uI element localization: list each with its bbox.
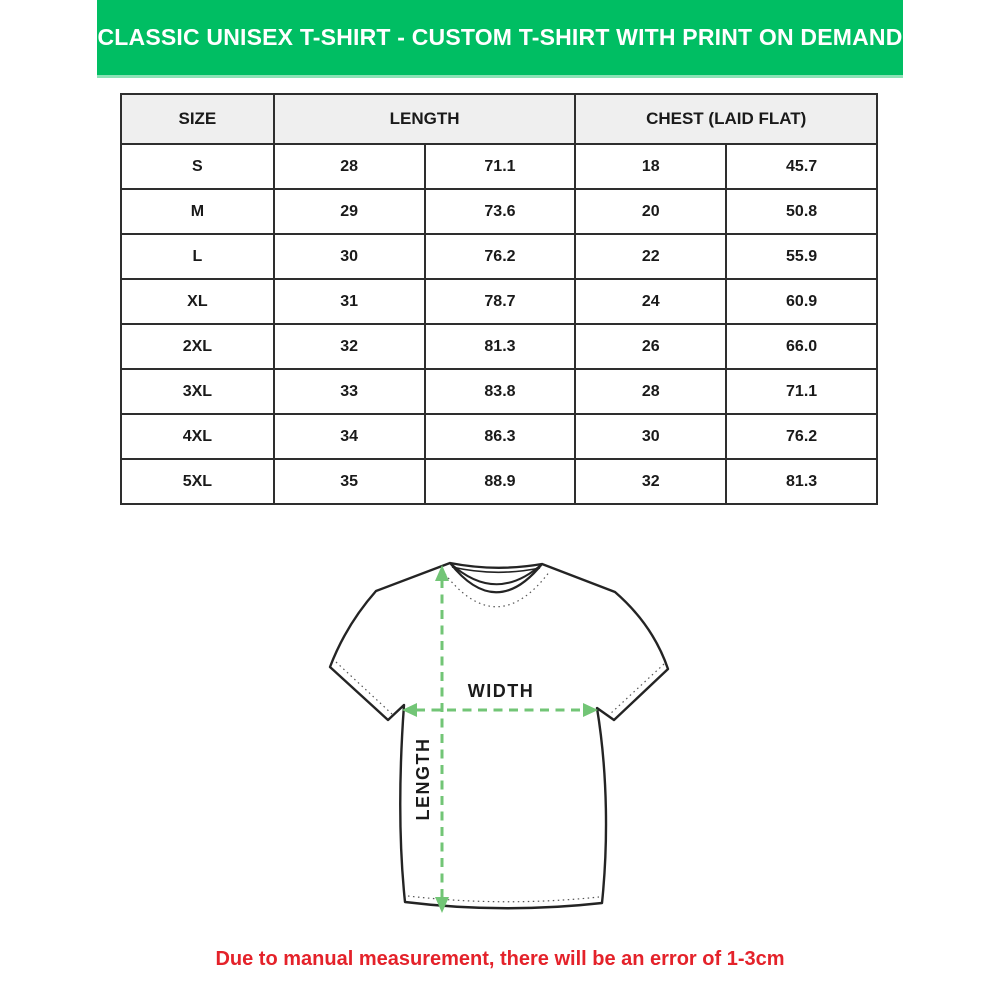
cell-size: 4XL: [121, 414, 274, 459]
cell-chest-cm: 55.9: [726, 234, 877, 279]
cell-length-cm: 78.7: [425, 279, 576, 324]
table-row: [121, 414, 877, 459]
cell-chest-in: 20: [575, 189, 726, 234]
cell-chest-cm: 66.0: [726, 324, 877, 369]
header-row: [121, 94, 877, 144]
cell-length-cm: 81.3: [425, 324, 576, 369]
cell-chest-in: 26: [575, 324, 726, 369]
cell-length-in: 32: [274, 324, 425, 369]
cell-length-cm: 88.9: [425, 459, 576, 504]
table-row: [121, 279, 877, 324]
tshirt-outline: [330, 563, 668, 908]
table-row: [121, 369, 877, 414]
col-header-length: LENGTH: [274, 94, 576, 144]
table-row: [121, 189, 877, 234]
cell-chest-in: 32: [575, 459, 726, 504]
cell-length-in: 33: [274, 369, 425, 414]
col-header-size: SIZE: [121, 94, 274, 144]
cell-chest-cm: 71.1: [726, 369, 877, 414]
cell-length-cm: 71.1: [425, 144, 576, 189]
cell-length-in: 30: [274, 234, 425, 279]
cell-length-in: 31: [274, 279, 425, 324]
cell-length-cm: 86.3: [425, 414, 576, 459]
length-label: LENGTH: [413, 737, 433, 821]
tshirt-diagram: [310, 545, 690, 925]
cell-chest-in: 28: [575, 369, 726, 414]
cell-length-cm: 76.2: [425, 234, 576, 279]
measurement-diagram: [310, 545, 690, 925]
cell-size: L: [121, 234, 274, 279]
cell-chest-in: 24: [575, 279, 726, 324]
cell-chest-cm: 50.8: [726, 189, 877, 234]
cell-chest-in: 30: [575, 414, 726, 459]
cell-chest-in: 18: [575, 144, 726, 189]
table-row: [121, 144, 877, 189]
cell-size: 2XL: [121, 324, 274, 369]
cell-size: S: [121, 144, 274, 189]
cell-size: M: [121, 189, 274, 234]
cell-length-cm: 83.8: [425, 369, 576, 414]
cell-chest-cm: 45.7: [726, 144, 877, 189]
cell-chest-in: 22: [575, 234, 726, 279]
cell-length-in: 28: [274, 144, 425, 189]
cell-chest-cm: 81.3: [726, 459, 877, 504]
cell-size: 5XL: [121, 459, 274, 504]
header-banner: [97, 0, 903, 78]
width-label: WIDTH: [467, 681, 535, 701]
table-row: [121, 459, 877, 504]
cell-size: XL: [121, 279, 274, 324]
cell-length-in: 35: [274, 459, 425, 504]
cell-size: 3XL: [121, 369, 274, 414]
table-row: [121, 324, 877, 369]
cell-length-in: 29: [274, 189, 425, 234]
cell-chest-cm: 76.2: [726, 414, 877, 459]
size-chart-table: [120, 93, 878, 505]
cell-length-in: 34: [274, 414, 425, 459]
measurement-disclaimer: Due to manual measurement, there will be an error of 1-3cm: [215, 948, 785, 970]
cell-chest-cm: 60.9: [726, 279, 877, 324]
cell-length-cm: 73.6: [425, 189, 576, 234]
table-row: [121, 234, 877, 279]
col-header-chest: CHEST (LAID FLAT): [575, 94, 877, 144]
banner-title: CLASSIC UNISEX T-SHIRT - CUSTOM T-SHIRT WITH PRINT ON DEMAND: [97, 24, 903, 50]
